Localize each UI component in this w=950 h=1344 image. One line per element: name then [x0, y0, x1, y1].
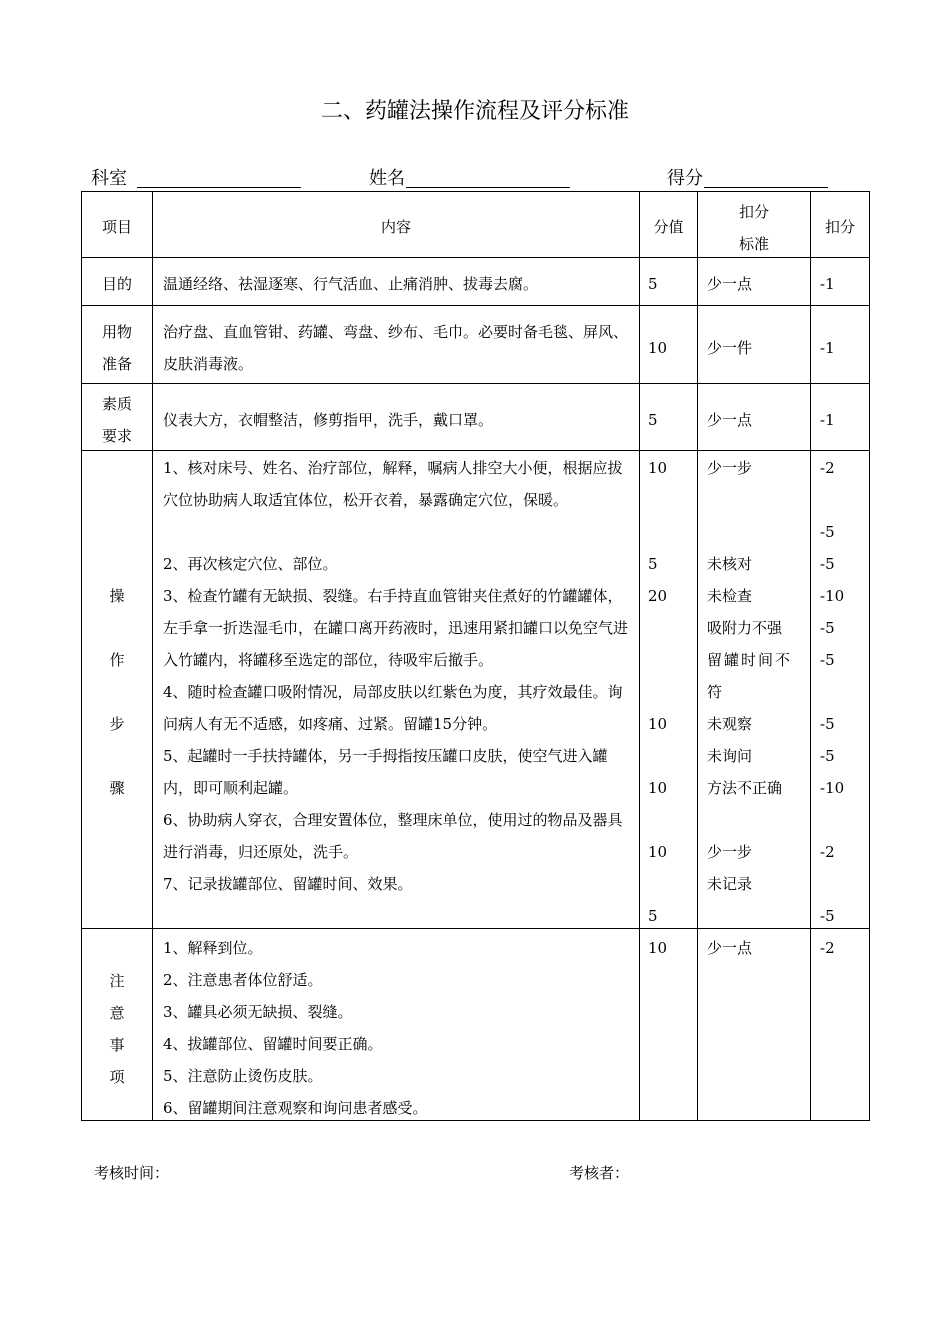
row-steps-deduct: -2 [820, 843, 835, 861]
row-steps-criteria: 吸附力不强 [707, 619, 783, 637]
row-steps-item-char: 步 [109, 715, 125, 733]
row-notes-criteria: 少一点 [707, 939, 753, 957]
row-quality-criteria: 少一点 [707, 411, 753, 429]
row-steps-content-line: 4、随时检查罐口吸附情况，局部皮肤以红紫色为度，其疗效最佳。询问病人有无不适感，如疼痛、过紧。留罐15分钟。 [163, 683, 623, 733]
score-label: 得分 [667, 168, 703, 189]
row-steps-item-char: 操 [109, 587, 125, 605]
row-notes-deduct: -2 [820, 939, 835, 957]
row-divider [81, 383, 870, 384]
row-divider [81, 450, 870, 451]
row-steps-deduct: -10 [820, 587, 845, 605]
dept-field[interactable] [137, 187, 301, 188]
row-notes-content-line: 3、罐具必须无缺损、裂缝。 [163, 1003, 353, 1021]
row-notes-item-char: 项 [109, 1068, 125, 1086]
row-steps-value: 10 [648, 843, 668, 861]
row-purpose-value: 5 [648, 275, 658, 293]
score-field[interactable] [704, 187, 828, 188]
row-steps-criteria: 方法不正确 [707, 779, 783, 797]
row-steps-criteria: 少一步 [707, 459, 753, 477]
row-steps-value: 20 [648, 587, 668, 605]
col-header-value: 分值 [653, 218, 684, 236]
row-quality-deduct: -1 [820, 411, 835, 429]
page-title: 二、药罐法操作流程及评分标准 [320, 99, 629, 124]
row-steps-value: 5 [648, 555, 658, 573]
table-border-right [869, 191, 870, 1121]
row-notes-content-line: 6、留罐期间注意观察和询问患者感受。 [163, 1099, 428, 1117]
row-steps-value: 10 [648, 459, 668, 477]
row-quality-item-line2: 要求 [101, 427, 132, 445]
row-notes-item-char: 事 [109, 1036, 125, 1054]
row-steps-deduct: -5 [820, 523, 835, 541]
row-quality-item-line1: 素质 [101, 395, 132, 413]
name-field[interactable] [406, 187, 570, 188]
row-steps-content-line: 5、起罐时一手扶持罐体，另一手拇指按压罐口皮肤，使空气进入罐内，即可顺利起罐。 [163, 747, 608, 797]
column-divider [639, 191, 640, 1121]
row-steps-value: 5 [648, 907, 658, 925]
row-purpose-item: 目的 [101, 275, 132, 293]
scoring-table [81, 191, 870, 1121]
row-purpose-deduct: -1 [820, 275, 835, 293]
row-notes-value: 10 [648, 939, 668, 957]
row-steps-criteria: 少一步 [707, 843, 753, 861]
row-supplies-item-line1: 用物 [101, 323, 132, 341]
row-quality-content: 仪表大方，衣帽整洁，修剪指甲，洗手，戴口罩。 [163, 411, 494, 429]
row-purpose-content: 温通经络、祛湿逐寒、行气活血、止痛消肿、拔毒去腐。 [163, 275, 539, 293]
row-notes-item-char: 注 [109, 972, 125, 990]
column-divider [697, 191, 698, 1121]
examiner-label: 考核者： [569, 1164, 630, 1182]
row-notes-item-char: 意 [109, 1004, 125, 1022]
row-steps-criteria: 留罐时间不符 [707, 651, 793, 701]
col-header-criteria-line2: 标准 [738, 235, 769, 253]
row-steps-deduct: -2 [820, 459, 835, 477]
row-steps-deduct: -10 [820, 779, 845, 797]
col-header-item: 项目 [101, 218, 132, 236]
row-steps-deduct: -5 [820, 651, 835, 669]
row-steps-criteria: 未询问 [707, 747, 753, 765]
row-steps-content-line: 1、核对床号、姓名、治疗部位，解释，嘱病人排空大小便，根据应拔穴位协助病人取适宜体位，松开衣着，暴露确定穴位，保暖。 [163, 459, 623, 509]
name-label: 姓名 [369, 168, 405, 189]
row-steps-item-char: 作 [109, 651, 125, 669]
row-supplies-item-line2: 准备 [101, 355, 132, 373]
row-steps-deduct: -5 [820, 555, 835, 573]
row-steps-content-line: 2、再次核定穴位、部位。 [163, 555, 338, 573]
row-divider [81, 928, 870, 929]
row-steps-deduct: -5 [820, 747, 835, 765]
row-notes-content-line: 5、注意防止烫伤皮肤。 [163, 1067, 323, 1085]
row-steps-deduct: -5 [820, 907, 835, 925]
row-steps-deduct: -5 [820, 715, 835, 733]
row-supplies-value: 10 [648, 339, 668, 357]
row-supplies-content: 治疗盘、直血管钳、药罐、弯盘、纱布、毛巾。必要时备毛毯、屏风、皮肤消毒液。 [163, 323, 629, 373]
row-purpose-criteria: 少一点 [707, 275, 753, 293]
row-steps-criteria: 未观察 [707, 715, 753, 733]
row-steps-criteria: 未核对 [707, 555, 753, 573]
row-steps-value: 10 [648, 779, 668, 797]
row-steps-content-line: 3、检查竹罐有无缺损、裂缝。右手持直血管钳夹住煮好的竹罐罐体，左手拿一折迭湿毛巾，在罐口离开药液时，迅速用紧扣罐口以免空气进入竹罐内，将罐移至选定的部位，待吸牢后撤手。 [163, 587, 629, 669]
row-notes-content-line: 2、注意患者体位舒适。 [163, 971, 323, 989]
row-steps-criteria: 未记录 [707, 875, 753, 893]
col-header-criteria-line1: 扣分 [738, 203, 769, 221]
row-notes-content-line: 4、拔罐部位、留罐时间要正确。 [163, 1035, 383, 1053]
row-supplies-criteria: 少一件 [707, 339, 753, 357]
row-steps-item-char: 骤 [109, 779, 125, 797]
row-steps-content-line: 6、协助病人穿衣，合理安置体位，整理床单位，使用过的物品及器具进行消毒，归还原处，洗手。 [163, 811, 623, 861]
row-notes-content-line: 1、解释到位。 [163, 939, 263, 957]
table-border-top [81, 191, 870, 192]
col-header-deduct: 扣分 [824, 218, 855, 236]
row-quality-value: 5 [648, 411, 658, 429]
dept-label: 科室 [91, 168, 127, 189]
row-steps-value: 10 [648, 715, 668, 733]
exam-time-label: 考核时间： [94, 1164, 170, 1182]
row-steps-criteria: 未检查 [707, 587, 753, 605]
column-divider [810, 191, 811, 1121]
row-steps-content-line: 7、记录拔罐部位、留罐时间、效果。 [163, 875, 413, 893]
row-steps-deduct: -5 [820, 619, 835, 637]
row-supplies-deduct: -1 [820, 339, 835, 357]
row-divider [81, 305, 870, 306]
col-header-content: 内容 [380, 218, 411, 236]
